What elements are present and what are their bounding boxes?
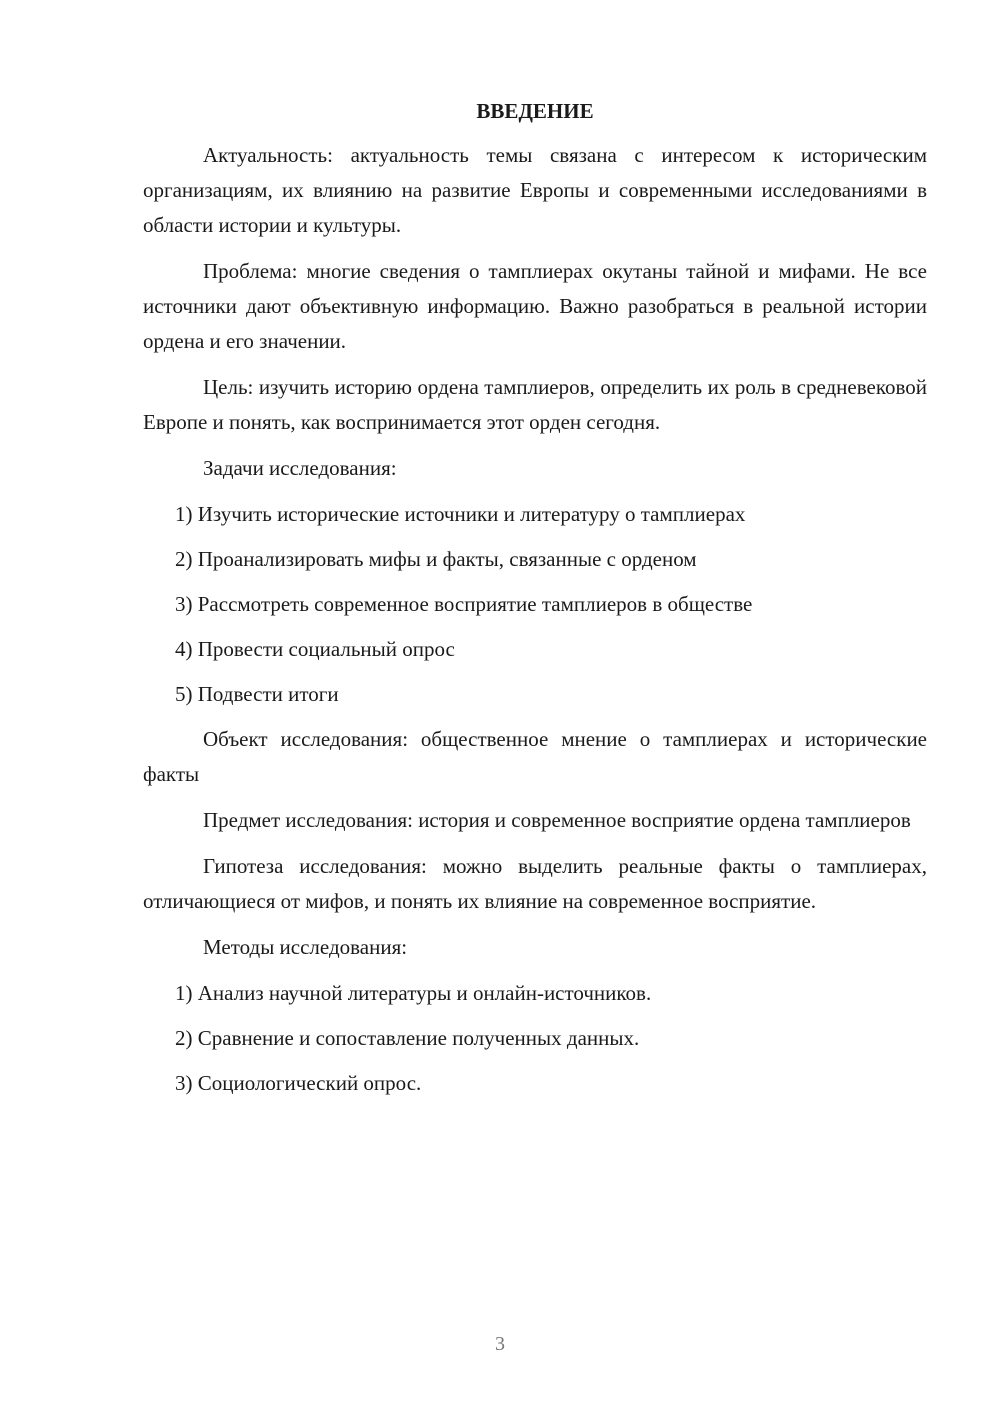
methods-heading: Методы исследования: — [203, 935, 408, 959]
method-item: 3) Социологический опрос. — [175, 1071, 422, 1095]
section-title: ВВЕДЕНИЕ — [476, 99, 594, 123]
task-item: 1) Изучить исторические источники и литературу о тамплиерах — [175, 502, 746, 526]
task-item: 4) Провести социальный опрос — [175, 637, 455, 661]
object-paragraph: Объект исследования: общественное мнение о тамплиерах и исторические факты — [143, 727, 927, 786]
subject-paragraph: Предмет исследования: история и современное восприятие ордена тамплиеров — [203, 808, 911, 832]
relevance-paragraph: Актуальность: актуальность темы связана с интересом к историческим организациям, их влиянию на развитие Европы и современными исследованиями в области истории и культуры. — [143, 143, 927, 237]
tasks-heading: Задачи исследования: — [203, 456, 397, 480]
method-item: 2) Сравнение и сопоставление полученных данных. — [175, 1026, 640, 1050]
problem-paragraph: Проблема: многие сведения о тамплиерах окутаны тайной и мифами. Не все источники дают объективную информацию. Важно разобраться в реальной истории ордена и его значении. — [143, 259, 927, 353]
method-item: 1) Анализ научной литературы и онлайн-источников. — [175, 981, 652, 1005]
hypothesis-paragraph: Гипотеза исследования: можно выделить реальные факты о тамплиерах, отличающиеся от мифов, и понять их влияние на современное восприятие. — [143, 854, 927, 913]
document-page — [143, 96, 927, 1111]
task-item: 5) Подвести итоги — [175, 682, 339, 706]
task-item: 2) Проанализировать мифы и факты, связанные с орденом — [175, 547, 697, 571]
page-number: 3 — [495, 1333, 505, 1355]
task-item: 3) Рассмотреть современное восприятие тамплиеров в обществе — [175, 592, 753, 616]
goal-paragraph: Цель: изучить историю ордена тамплиеров, определить их роль в средневековой Европе и понять, как воспринимается этот орден сегодня. — [143, 375, 927, 434]
